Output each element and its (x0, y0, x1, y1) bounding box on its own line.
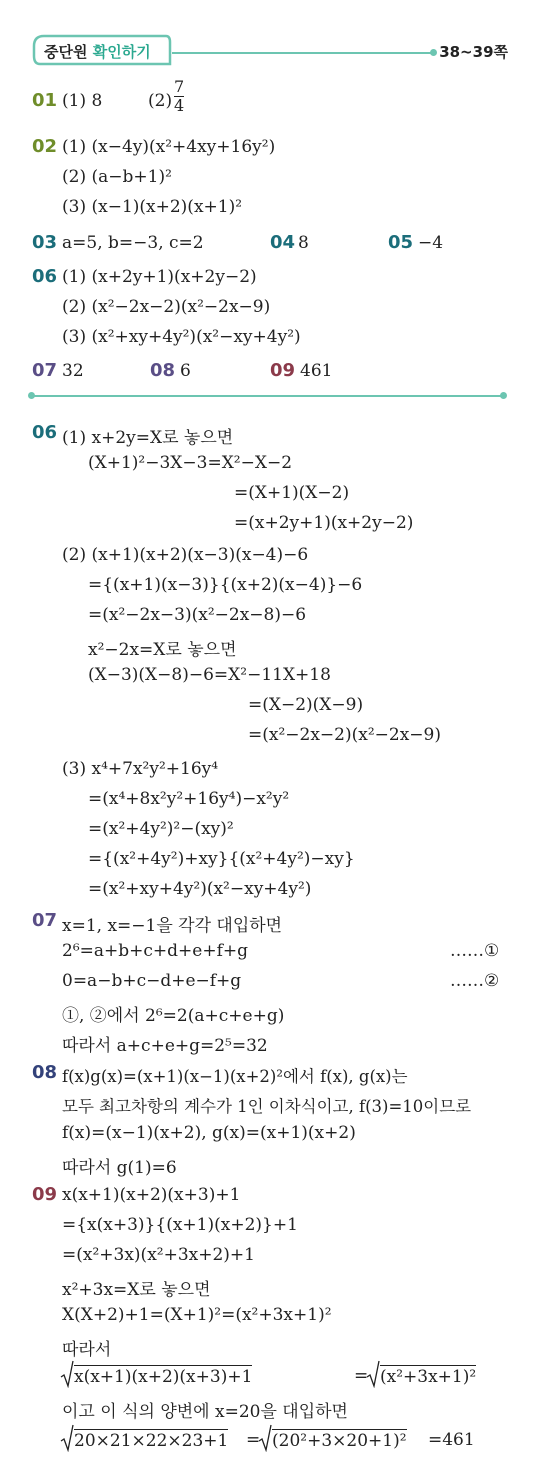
sol07-line5: 따라서 a+c+e+g=2⁵=32 (62, 1036, 268, 1056)
sqrt-1-radicand: x(x+1)(x+2)(x+3)+1 (74, 1367, 253, 1387)
answer-04: 8 (298, 233, 309, 253)
answer-06-3: (3) (x²+xy+4y²)(x²−xy+4y²) (62, 327, 301, 347)
sol06-p2-line1: (2) (x+1)(x+2)(x−3)(x−4)−6 (62, 545, 309, 565)
page-range: 38~39쪽 (439, 43, 508, 61)
sol09-line7: 이고 이 식의 양변에 x=20을 대입하면 (62, 1402, 348, 1422)
sol07-mark-1: ……① (450, 941, 500, 961)
sol09-line3: =(x²+3x)(x²+3x+2)+1 (62, 1245, 255, 1265)
sol08-line3: f(x)=(x−1)(x+2), g(x)=(x+1)(x+2) (62, 1123, 356, 1143)
sol07-line3: 0=a−b+c−d+e−f+g (62, 971, 242, 991)
answer-number-04: 04 (270, 232, 296, 253)
answer-number-02: 02 (32, 136, 58, 157)
answer-06-1: (1) (x+2y+1)(x+2y−2) (62, 267, 257, 287)
sol06-p3-line4: ={(x²+4y²)+xy}{(x²+4y²)−xy} (88, 849, 355, 869)
answer-01-1: (1) 8 (62, 91, 103, 111)
sol06-p3-line5: =(x²+xy+4y²)(x²−xy+4y²) (88, 879, 312, 899)
answer-08: 6 (180, 361, 191, 381)
answer-02-1: (1) (x−4y)(x²+4xy+16y²) (62, 137, 276, 157)
sol06-p2-line4: x²−2x=X로 놓으면 (88, 640, 237, 660)
answer-05: −4 (418, 233, 444, 253)
sol07-mark-2: ……② (450, 971, 500, 991)
sol06-p2-line3: =(x²−2x−3)(x²−2x−8)−6 (88, 605, 307, 625)
answer-number-01: 01 (32, 90, 58, 111)
solution-number-08: 08 (32, 1062, 58, 1083)
answer-01-2-label: (2) (148, 91, 173, 111)
answer-07: 32 (62, 361, 84, 381)
sol06-p2-line6: =(X−2)(X−9) (248, 695, 364, 715)
sol09-line4: x²+3x=X로 놓으면 (62, 1280, 211, 1300)
sqrt-sign-icon (366, 1360, 380, 1388)
section-divider (32, 395, 504, 397)
sol06-p1-line4: =(x+2y+1)(x+2y−2) (234, 513, 414, 533)
answer-number-08: 08 (150, 360, 176, 381)
answer-02-2: (2) (a−b+1)² (62, 167, 172, 187)
sol09-line6: 따라서 (62, 1340, 112, 1360)
sol07-line4: ①, ②에서 2⁶=2(a+c+e+g) (62, 1006, 285, 1026)
sqrt-2-result: =461 (428, 1430, 475, 1450)
sqrt-2-right-radicand: (20²+3×20+1)² (272, 1431, 407, 1451)
sol06-p2-line2: ={(x+1)(x−3)}{(x+2)(x−4)}−6 (88, 575, 363, 595)
answer-03: a=5, b=−3, c=2 (62, 233, 204, 253)
sqrt-sign-icon (258, 1424, 272, 1452)
sol08-line1: f(x)g(x)=(x+1)(x−1)(x+2)²에서 f(x), g(x)는 (62, 1067, 408, 1086)
answer-number-03: 03 (32, 232, 58, 253)
sol09-line2: ={x(x+3)}{(x+1)(x+2)}+1 (62, 1215, 298, 1235)
sol08-line4: 따라서 g(1)=6 (62, 1158, 177, 1178)
answer-06-2: (2) (x²−2x−2)(x²−2x−9) (62, 297, 271, 317)
sol06-p3-line1: (3) x⁴+7x²y²+16y⁴ (62, 759, 219, 779)
header-rule (172, 52, 434, 54)
sol07-line1: x=1, x=−1을 각각 대입하면 (62, 916, 283, 936)
solution-number-09: 09 (32, 1184, 58, 1205)
answer-01-2-fraction: $\frac{7}{4}$ (174, 77, 185, 115)
answer-number-09: 09 (270, 360, 296, 381)
sqrt-2-radicand: 20×21×22×23+1 (74, 1431, 229, 1451)
answer-09: 461 (300, 361, 333, 381)
sol08-line2: 모두 최고차항의 계수가 1인 이차식이고, f(3)=10이므로 (62, 1097, 472, 1116)
sol06-p2-line7: =(x²−2x−2)(x²−2x−9) (248, 725, 441, 745)
sol06-p3-line3: =(x²+4y²)²−(xy)² (88, 819, 234, 839)
sol06-p1-line1: (1) x+2y=X로 놓으면 (62, 428, 234, 448)
sqrt-1-right-radicand: (x²+3x+1)² (380, 1367, 477, 1387)
answer-number-05: 05 (388, 232, 414, 253)
answer-02-3: (3) (x−1)(x+2)(x+1)² (62, 197, 243, 217)
divider-dot-right (500, 392, 507, 399)
sqrt-sign-icon (60, 1424, 74, 1452)
sol07-line2: 2⁶=a+b+c+d+e+f+g (62, 941, 248, 961)
header-rule-dot (430, 49, 437, 56)
sqrt-2-equals: = (246, 1430, 261, 1450)
sol09-line1: x(x+1)(x+2)(x+3)+1 (62, 1185, 241, 1205)
solution-number-07: 07 (32, 910, 58, 931)
sqrt-1-equals: = (354, 1366, 369, 1386)
solution-number-06: 06 (32, 422, 58, 443)
section-title: 중단원 확인하기 (44, 43, 151, 61)
sol06-p1-line2: (X+1)²−3X−3=X²−X−2 (88, 453, 293, 473)
sol06-p1-line3: =(X+1)(X−2) (234, 483, 350, 503)
answer-number-07: 07 (32, 360, 58, 381)
sol09-line5: X(X+2)+1=(X+1)²=(x²+3x+1)² (62, 1305, 332, 1325)
answer-number-06: 06 (32, 266, 58, 287)
sol06-p2-line5: (X−3)(X−8)−6=X²−11X+18 (88, 665, 331, 685)
sqrt-sign-icon (60, 1360, 74, 1388)
sol06-p3-line2: =(x⁴+8x²y²+16y⁴)−x²y² (88, 789, 290, 809)
